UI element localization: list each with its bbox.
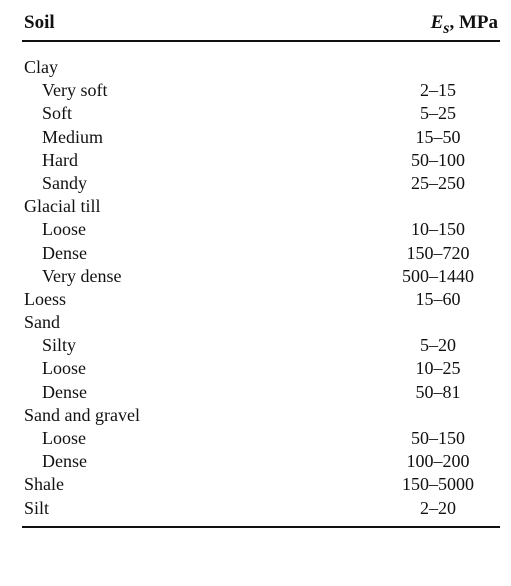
table-body [22,42,500,520]
table-row [22,79,500,102]
soil-subtype: Dense [42,242,87,263]
modulus-value: 50–150 [411,428,465,448]
soil-subtype: Very dense [42,265,122,286]
soil-category: Clay [24,57,58,77]
table-row [22,334,500,357]
table-header [22,4,500,42]
soil-subtype: Soft [42,103,73,124]
modulus-value: 2–20 [420,497,456,518]
table-row [22,242,500,265]
table-row [22,172,500,195]
soil-category: Silt [24,497,50,518]
soil-category: Loess [24,288,66,309]
soil-subtype: Loose [42,358,86,379]
table-row [22,218,500,241]
soil-subtype: Loose [42,219,86,240]
modulus-column-header [431,12,498,38]
table-row [22,288,500,311]
modulus-value: 10–25 [415,358,461,379]
soil-subtype: Medium [42,126,103,147]
soil-subtype: Hard [42,149,78,170]
soil-subtype: Loose [42,428,86,448]
soil-subtype: Dense [42,451,87,472]
table-row [22,450,500,473]
soil-subtype: Sandy [42,172,87,193]
table-row [22,497,500,520]
modulus-value: 25–250 [411,172,465,193]
modulus-value: 150–5000 [402,474,474,495]
table-row [22,473,500,496]
table-bottom-rule [22,526,500,528]
table-row [22,381,500,404]
table-row [22,404,500,427]
soil-category: Shale [24,474,64,495]
modulus-subscript: s [443,19,450,37]
soil-category: Glacial till [24,196,101,217]
modulus-value: 100–200 [406,451,470,472]
modulus-value: 10–150 [411,219,465,240]
modulus-value: 50–100 [411,149,465,170]
table-row [22,311,500,334]
soil-subtype: Dense [42,381,87,402]
table-row [22,427,500,450]
soil-subtype: Silty [42,335,77,356]
modulus-unit: , MPa [449,12,498,33]
table-row [22,102,500,125]
modulus-value: 2–15 [420,80,456,101]
modulus-value: 5–25 [420,103,456,124]
table-row [22,265,500,288]
soil-subtype: Very soft [42,80,108,101]
table-row [22,357,500,380]
soil-modulus-table [22,4,500,528]
modulus-value: 150–720 [406,242,470,263]
soil-column-header: Soil [24,12,55,33]
modulus-value: 5–20 [420,335,456,356]
soil-category: Sand [24,312,60,333]
modulus-value: 50–81 [415,381,461,402]
modulus-value: 500–1440 [402,265,474,286]
modulus-value: 15–60 [415,288,461,309]
soil-category: Sand and gravel [24,404,140,425]
table-row [22,149,500,172]
table-row [22,56,500,79]
modulus-symbol: E [430,12,444,33]
table-row [22,126,500,149]
modulus-value: 15–50 [415,126,461,147]
table-row [22,195,500,218]
